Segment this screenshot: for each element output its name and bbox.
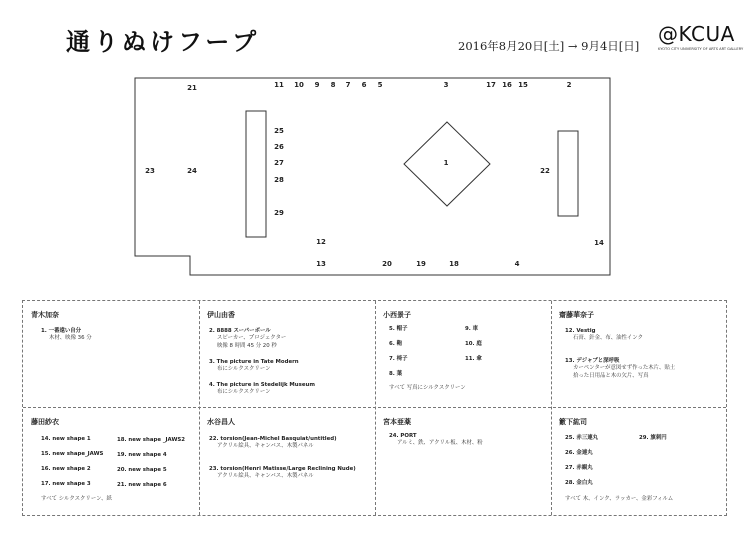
work-title: 12. Vestig	[565, 328, 596, 334]
artist-name: 齋藤華奈子	[559, 310, 594, 319]
floor-label-4: 4	[514, 260, 520, 268]
work-title: 5. 帽子	[389, 326, 408, 332]
floor-label-15: 15	[518, 81, 528, 89]
floor-label-13: 13	[316, 260, 326, 268]
work-item	[389, 356, 407, 363]
work-item	[465, 356, 482, 363]
work-title: 23. torsion(Henri Matisse/Large Reclining Nude)	[209, 466, 356, 472]
artist-cell-fujita	[23, 408, 199, 516]
work-title: 19. new shape 4	[117, 452, 167, 458]
logo-mark: @KCUA	[658, 22, 735, 46]
work-medium: アクリル絵具、キャンバス、木製パネル	[217, 443, 314, 450]
work-item	[565, 450, 593, 457]
work-item	[389, 433, 483, 448]
work-medium: 木材、映像 36 分	[49, 335, 92, 342]
floor-label-1: 1	[443, 159, 449, 167]
works-note: すべて 木、インク、ラッカー、金彩フィルム	[565, 496, 674, 502]
floor-label-9: 9	[314, 81, 320, 89]
floor-label-3: 3	[443, 81, 449, 89]
work-item	[117, 467, 167, 474]
works-note: すべて 写真にシルクスクリーン	[389, 385, 466, 391]
work-title: 16. new shape 2	[41, 466, 91, 472]
work-title: 17. new shape 3	[41, 481, 91, 487]
artist-name: 小西景子	[383, 310, 411, 319]
work-medium: 布にシルクスクリーン	[217, 366, 271, 373]
floor-label-28: 28	[274, 176, 284, 184]
artist-cell-aoki	[23, 301, 199, 409]
partition-wall-right	[558, 131, 578, 216]
work-title: 6. 鞄	[389, 341, 403, 347]
work-item	[41, 481, 91, 488]
floor-label-14: 14	[594, 239, 604, 247]
work-title: 11. 傘	[465, 356, 482, 362]
artist-name: 水谷昌人	[207, 417, 235, 426]
work-title: 8. 葉	[389, 371, 403, 377]
floor-label-27: 27	[274, 159, 284, 167]
work-title: 1. 一番遠い自分	[41, 328, 82, 334]
work-title: 14. new shape 1	[41, 436, 91, 442]
work-title: 27. 赤観丸	[565, 465, 593, 471]
floor-label-8: 8	[330, 81, 336, 89]
works-list-grid	[22, 300, 727, 516]
work-medium: カーペンターが意図せず作った木片、貼土	[573, 365, 676, 372]
floor-label-5: 5	[377, 81, 383, 89]
work-medium: 拾った日用品と木の欠片、写真	[573, 372, 649, 379]
work-item	[209, 359, 299, 374]
work-title: 10. 庭	[465, 341, 482, 347]
artist-name: 青木加奈	[31, 310, 59, 319]
artist-cell-yabushita	[551, 408, 727, 516]
work-item	[565, 358, 675, 380]
floor-label-7: 7	[345, 81, 351, 89]
work-item	[565, 328, 643, 343]
artist-cell-miyamoto	[375, 408, 551, 516]
work-title: 2. 8888 スーパーボール	[209, 328, 271, 334]
work-item	[639, 435, 667, 442]
work-item	[465, 341, 482, 348]
artist-name: 宮本亜薬	[383, 417, 411, 426]
floor-label-12: 12	[316, 238, 326, 246]
floor-label-23: 23	[145, 167, 155, 175]
artist-name: 籔下紘司	[559, 417, 587, 426]
floor-label-6: 6	[361, 81, 367, 89]
floor-label-16: 16	[502, 81, 512, 89]
floor-label-11: 11	[274, 81, 284, 89]
artist-name: 伊山由香	[207, 310, 235, 319]
exhibition-dates: 2016年8月20日[土] → 9月4日[日]	[458, 39, 640, 53]
work-item	[209, 328, 286, 350]
work-item	[565, 465, 593, 472]
work-title: 20. new shape 5	[117, 467, 167, 473]
gallery-outer-wall	[135, 78, 610, 275]
floor-label-18: 18	[449, 260, 459, 268]
work-item	[389, 371, 402, 378]
work-title: 15. new shape_JAWS	[41, 451, 104, 457]
work-item	[117, 452, 167, 459]
work-title: 3. The picture in Tate Modern	[209, 359, 299, 365]
work-item	[389, 341, 402, 348]
work-title: 26. 金連丸	[565, 450, 593, 456]
work-medium: スピーカー、プロジェクター	[217, 335, 287, 342]
floor-label-29: 29	[274, 209, 284, 217]
artist-cell-iyama	[199, 301, 375, 409]
floor-label-20: 20	[382, 260, 392, 268]
work-title: 29. 旗刺円	[639, 435, 667, 441]
floor-label-21: 21	[187, 84, 197, 92]
work-item	[209, 436, 337, 451]
floor-label-2: 2	[566, 81, 572, 89]
work-title: 24. PORT	[389, 433, 417, 439]
work-item	[389, 326, 407, 333]
partition-wall-left	[246, 111, 266, 237]
work-item	[565, 435, 598, 442]
work-title: 4. The picture in Stedelijk Museum	[209, 382, 315, 388]
logo-subtitle: KYOTO CITY UNIVERSITY OF ARTS ART GALLERY	[658, 47, 744, 51]
work-item	[565, 480, 593, 487]
artist-name: 藤田紗衣	[31, 417, 59, 426]
artist-cell-konishi	[375, 301, 551, 409]
work-item	[209, 466, 356, 481]
work-title: 7. 椅子	[389, 356, 408, 362]
work-title: 9. 車	[465, 326, 479, 332]
work-medium: アルミ、鉄、アクリル板、木材、粉	[397, 440, 483, 447]
work-medium: 映像 8 時間 45 分 20 秒	[217, 342, 277, 349]
artist-cell-mizutani	[199, 408, 375, 516]
work-item	[41, 328, 92, 343]
floor-label-10: 10	[294, 81, 304, 89]
floor-label-26: 26	[274, 143, 284, 151]
work-medium: アクリル絵具、キャンバス、木製パネル	[217, 473, 314, 480]
work-item	[209, 382, 315, 397]
work-title: 21. new shape 6	[117, 482, 167, 488]
work-item	[117, 482, 167, 489]
work-title: 25. 赤三連丸	[565, 435, 598, 441]
floor-label-24: 24	[187, 167, 197, 175]
work-item	[117, 437, 185, 444]
floor-label-22: 22	[540, 167, 550, 175]
floor-label-19: 19	[416, 260, 426, 268]
work-item	[41, 466, 91, 473]
work-medium: 布にシルクスクリーン	[217, 389, 271, 396]
work-item	[41, 451, 103, 458]
work-title: 28. 金白丸	[565, 480, 593, 486]
floor-label-17: 17	[486, 81, 496, 89]
work-title: 13. デジャブと深呼吸	[565, 358, 620, 364]
work-title: 18. new shape _JAWS2	[117, 437, 186, 443]
exhibition-title: 通りぬけフープ	[66, 28, 261, 56]
floor-label-25: 25	[274, 127, 284, 135]
work-item	[465, 326, 478, 333]
artist-cell-saito	[551, 301, 727, 409]
work-medium: 石膏、針金、布、油性インク	[573, 335, 643, 342]
work-item	[41, 436, 91, 443]
work-title: 22. torsion(Jean-Michel Basquiat/untitled)	[209, 436, 337, 442]
works-note: すべて シルクスクリーン、紙	[41, 496, 112, 502]
